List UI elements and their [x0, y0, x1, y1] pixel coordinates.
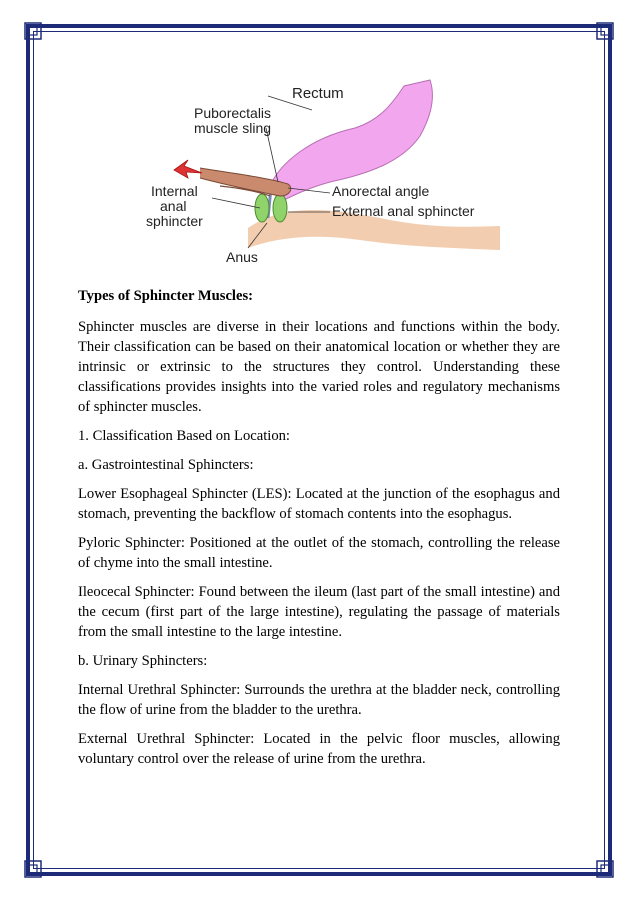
- paragraph-external-urethral: External Urethral Sphincter: Located in the pelvic floor muscles, allowing voluntary control over the release of urine from the urethra.: [78, 731, 560, 767]
- puborectalis-sling: [200, 168, 291, 196]
- label-puborectalis-1: Puborectalis: [194, 105, 272, 121]
- pull-arrow: [174, 160, 202, 178]
- paragraph-intro: Sphincter muscles are diverse in their locations and functions within the body. Their classification can be based on their anatomical location or whether they are intrinsic or extrinsic to the structures they control. Understanding these classifications provides insights into the varied roles and regulatory mechanisms of sphincter muscles.: [78, 319, 560, 415]
- corner-ornament-top-right: [596, 22, 614, 40]
- paragraph-urinary-heading: b. Urinary Sphincters:: [78, 653, 208, 669]
- corner-ornament-bottom-left: [24, 860, 42, 878]
- label-internal-3: sphincter: [146, 213, 203, 229]
- external-sphincter-left: [255, 194, 269, 222]
- paragraph-internal-urethral: Internal Urethral Sphincter: Surrounds the urethra at the bladder neck, controlling the flow of urine from the bladder to the urethra.: [78, 682, 560, 718]
- anorectal-diagram: [130, 78, 510, 268]
- paragraph-les: Lower Esophageal Sphincter (LES): Located at the junction of the esophagus and stomach, preventing the backflow of stomach contents into the esophagus.: [78, 486, 560, 522]
- corner-ornament-top-left: [24, 22, 42, 40]
- label-external-sphincter: External anal sphincter: [332, 203, 475, 219]
- section-heading: Types of Sphincter Muscles:: [78, 288, 253, 304]
- external-sphincter-right: [273, 194, 287, 222]
- label-internal-1: Internal: [151, 183, 198, 199]
- document-body: [78, 286, 560, 778]
- label-internal-2: anal: [160, 198, 187, 214]
- label-rectum: Rectum: [292, 85, 344, 102]
- label-anorectal-angle: Anorectal angle: [332, 183, 430, 199]
- paragraph-classification-location: 1. Classification Based on Location:: [78, 428, 290, 444]
- paragraph-pyloric: Pyloric Sphincter: Positioned at the outlet of the stomach, controlling the release of chyme into the small intestine.: [78, 535, 560, 571]
- label-puborectalis-2: muscle sling: [194, 120, 272, 136]
- paragraph-ileocecal: Ileocecal Sphincter: Found between the ileum (last part of the small intestine) and the cecum (first part of the large intestine), regulating the passage of materials from the small intestine to the large intestine.: [78, 584, 560, 640]
- paragraph-gi-heading: a. Gastrointestinal Sphincters:: [78, 457, 254, 473]
- corner-ornament-bottom-right: [596, 860, 614, 878]
- label-anus: Anus: [226, 249, 258, 265]
